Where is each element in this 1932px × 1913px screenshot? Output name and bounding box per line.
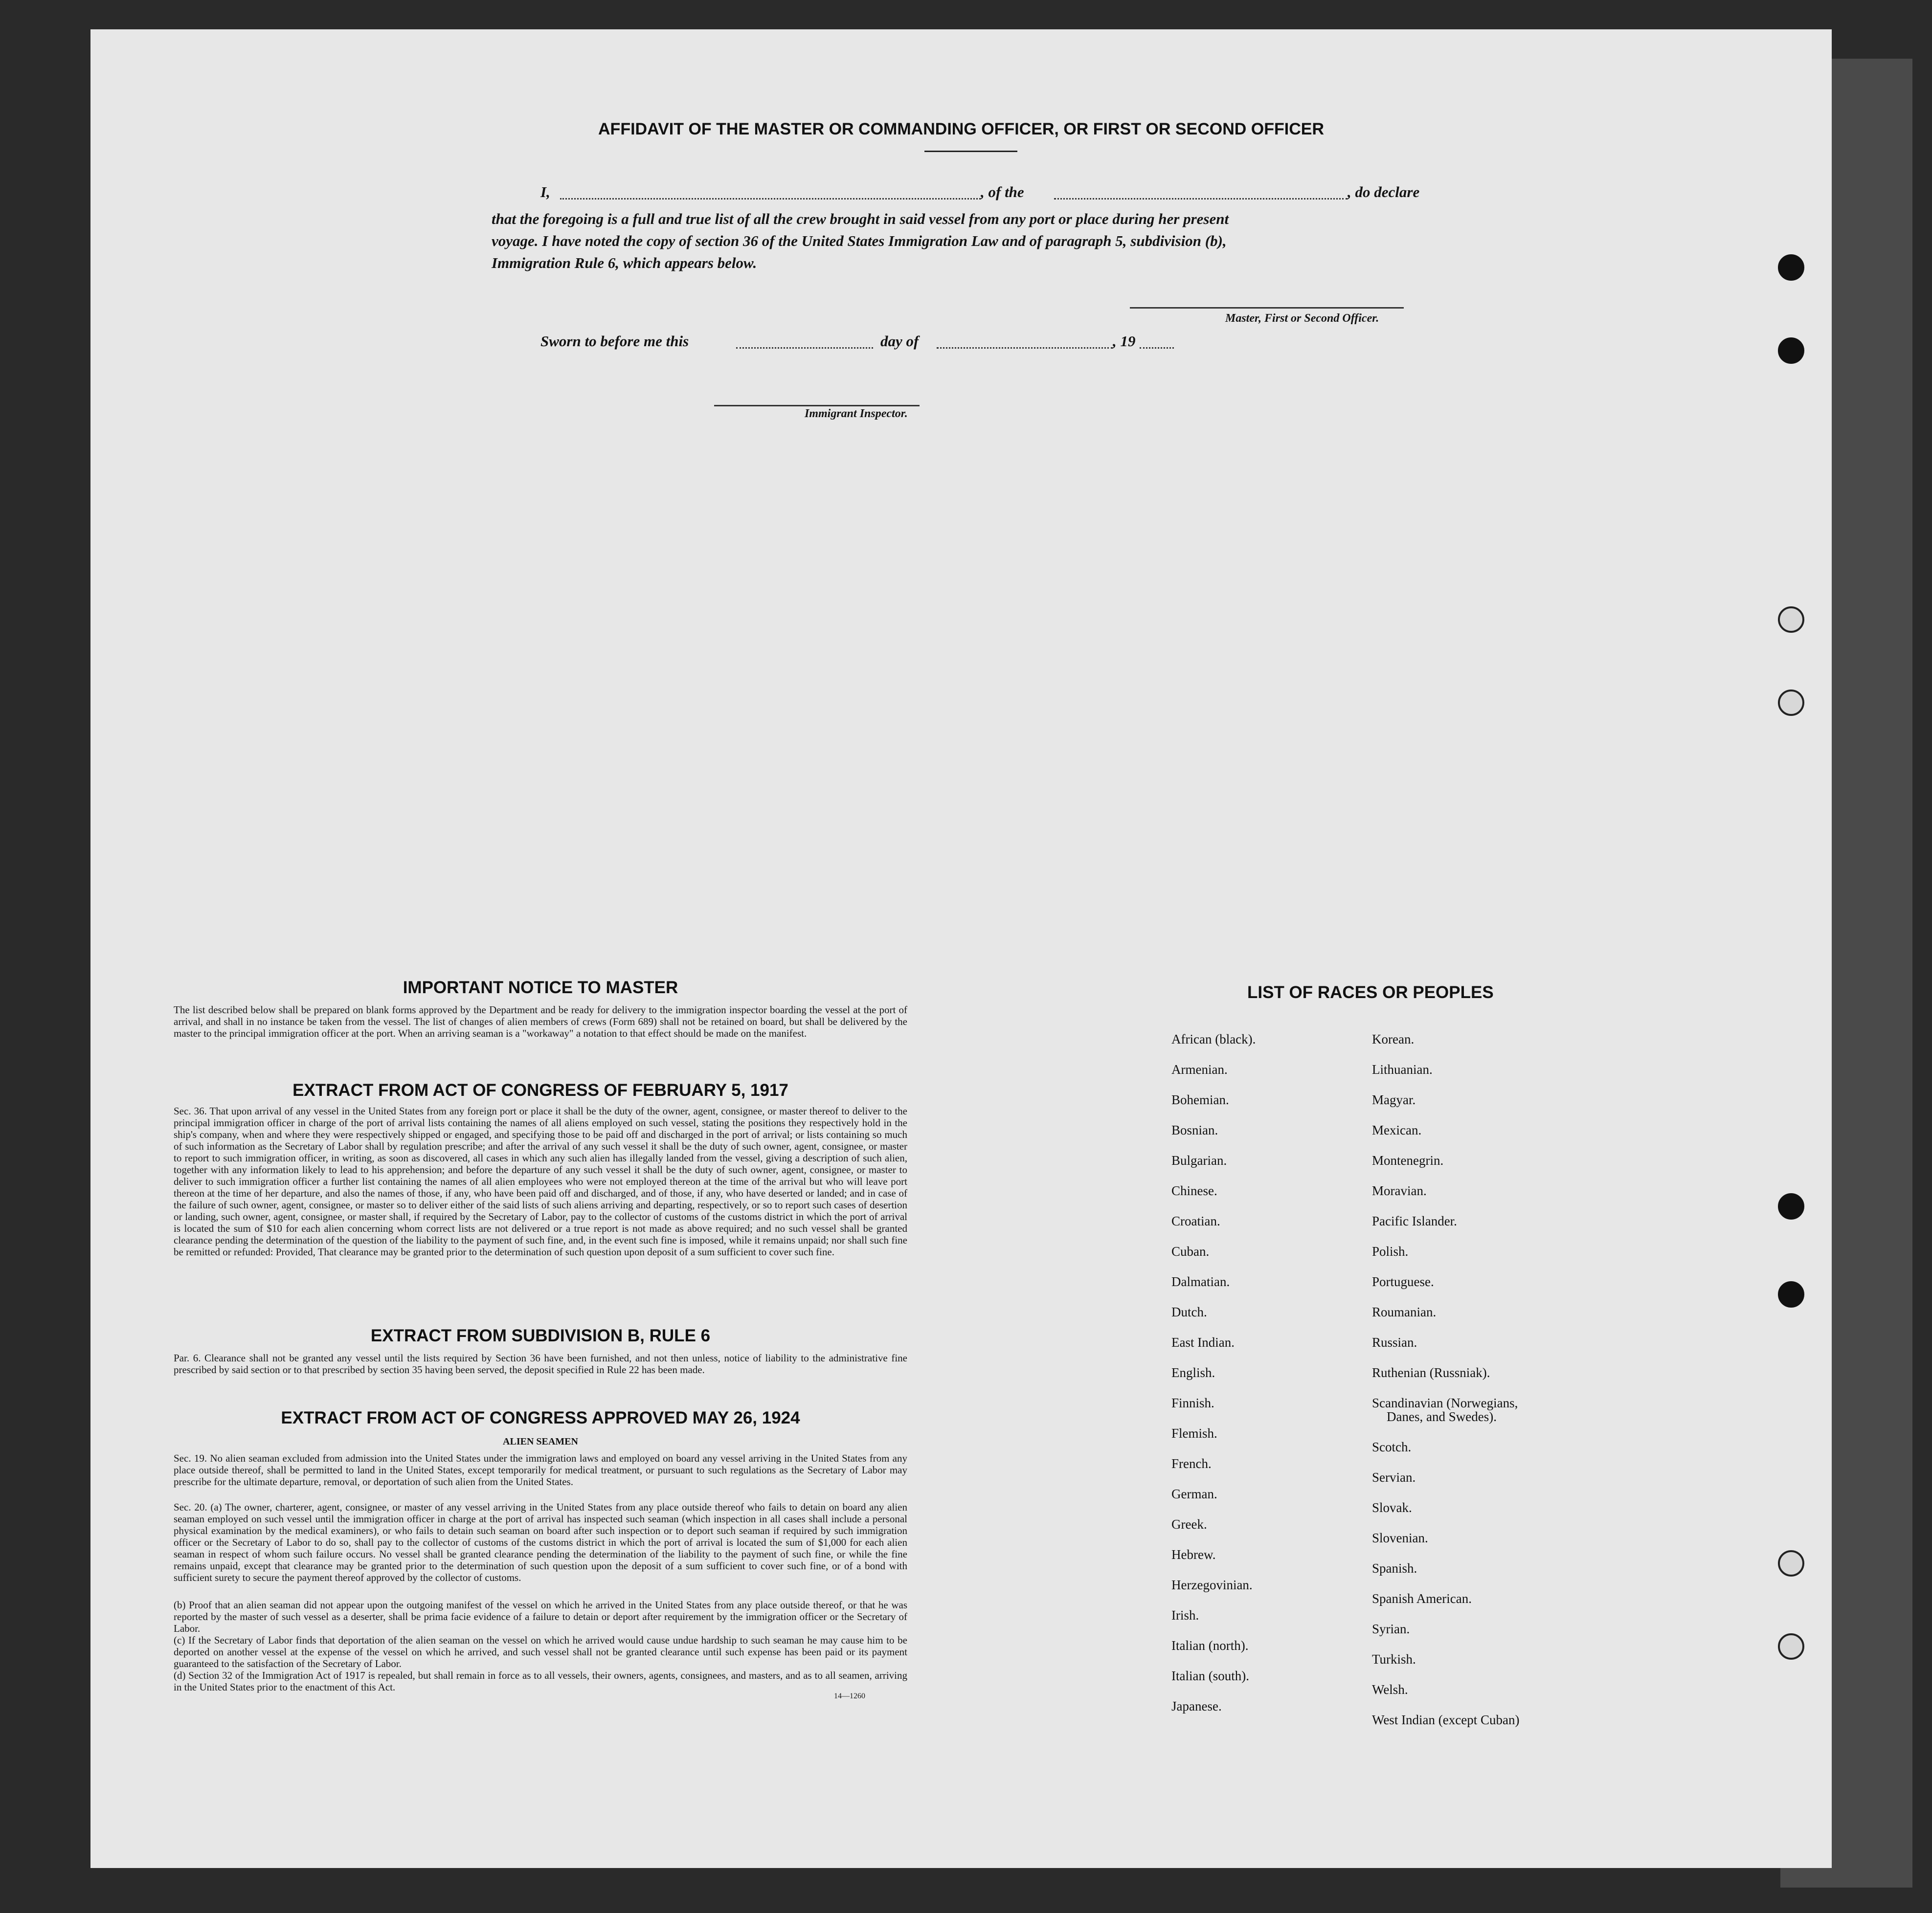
race-item: Dalmatian. [1171, 1274, 1230, 1289]
year-prefix: , 19 [1113, 333, 1136, 350]
race-item: Spanish. [1372, 1561, 1417, 1576]
race-item: Italian (south). [1171, 1668, 1249, 1683]
name-field-line[interactable] [560, 198, 981, 200]
race-item: Flemish. [1171, 1426, 1217, 1441]
affidavit-of-the: , of the [981, 183, 1024, 200]
form-number: 14—1260 [834, 1692, 865, 1700]
bleed-through-layer [90, 29, 1832, 1868]
extract-rule6-title: EXTRACT FROM SUBDIVISION B, RULE 6 [370, 1326, 711, 1345]
affidavit-title: AFFIDAVIT OF THE MASTER OR COMMANDING OFFICER, OR FIRST OR SECOND OFFICER [598, 120, 1324, 138]
sworn-month-line[interactable] [937, 347, 1113, 349]
sworn-text: Sworn to before me this [540, 333, 689, 350]
inspector-signature-line[interactable] [714, 405, 920, 406]
binder-hole-icon [1778, 1550, 1804, 1577]
affidavit-line-3: voyage. I have noted the copy of section 36 of the United States Immigration Law and of paragraph 5, subdivision (b), [492, 232, 1227, 249]
affidavit-declare: , do declare [1348, 183, 1420, 200]
race-item: Polish. [1372, 1244, 1409, 1259]
sec20d-text: (d) Section 32 of the Immigration Act of 1917 is repealed, but shall remain in force as to all vessels, their owners, agents, consignees, and masters, and as to all seamen, arriving in the United States prior to the enactment of this Act. [174, 1669, 907, 1693]
binder-hole-icon [1778, 337, 1804, 364]
race-item: Danes, and Swedes). [1387, 1409, 1497, 1424]
race-item: Turkish. [1372, 1652, 1416, 1667]
race-item: Italian (north). [1171, 1638, 1249, 1653]
extract-1924-title: EXTRACT FROM ACT OF CONGRESS APPROVED MAY 26, 1924 [281, 1408, 800, 1427]
race-item: Korean. [1372, 1032, 1415, 1046]
race-item: Hebrew. [1171, 1547, 1216, 1562]
race-item: Ruthenian (Russniak). [1372, 1365, 1490, 1380]
race-item: Dutch. [1171, 1305, 1207, 1319]
extract-rule6-text: Par. 6. Clearance shall not be granted any vessel until the lists required by Section 36 have been furnished, and not then unless, notice of liability to the administrative fine prescribed by said section or to that prescribed by section 35 having been served, the deposit specified in Rule 22 has been made. [174, 1352, 907, 1376]
race-item: Moravian. [1372, 1183, 1427, 1198]
rank-field-line[interactable] [1054, 198, 1348, 200]
binder-hole-icon [1778, 254, 1804, 281]
race-item: Welsh. [1372, 1682, 1408, 1697]
race-item: Scandinavian (Norwegians, [1372, 1396, 1518, 1410]
race-item: English. [1171, 1365, 1215, 1380]
document-page [90, 29, 1832, 1868]
race-item: African (black). [1171, 1032, 1256, 1046]
race-item: Chinese. [1171, 1183, 1217, 1198]
sec20b-text: (b) Proof that an alien seaman did not appear upon the outgoing manifest of the vessel on which he arrived in the United States from any place outside thereof, or that he was reported by the master of such vessel as a deserter, shall be prima facie evidence of a failure to detain or deport after requirement by the immigration officer or the Secretary of Labor. [174, 1599, 907, 1634]
affidavit-line-2: that the foregoing is a full and true list of all the crew brought in said vessel from any port or place during her present [492, 210, 1229, 227]
race-item: Bohemian. [1171, 1092, 1229, 1107]
race-item: Croatian. [1171, 1214, 1220, 1228]
race-item: Magyar. [1372, 1092, 1416, 1107]
race-item: Portuguese. [1372, 1274, 1434, 1289]
sworn-day-line[interactable] [736, 347, 873, 349]
race-item: Finnish. [1171, 1396, 1214, 1410]
title-underline [924, 151, 1017, 152]
race-item: Greek. [1171, 1517, 1207, 1532]
binder-hole-icon [1778, 690, 1804, 716]
race-item: East Indian. [1171, 1335, 1235, 1350]
race-item: German. [1171, 1487, 1217, 1501]
binder-hole-icon [1778, 606, 1804, 633]
race-item: Lithuanian. [1372, 1062, 1433, 1077]
day-of-label: day of [880, 333, 919, 350]
affidavit-line-1 [540, 183, 550, 201]
affidavit-line-4: Immigration Rule 6, which appears below. [492, 254, 757, 271]
extract-1917-title: EXTRACT FROM ACT OF CONGRESS OF FEBRUARY 5, 1917 [292, 1081, 788, 1100]
races-title: LIST OF RACES OR PEOPLES [1247, 983, 1494, 1002]
race-item: Servian. [1372, 1470, 1416, 1485]
extract-1917-text: Sec. 36. That upon arrival of any vessel in the United States from any foreign port or place it shall be the duty of the owner, agent, consignee, or master thereof to deliver to the principal immigration officer in charge of the port of arrival lists containing the names of all aliens employed on such vessel, stating the positions they respectively hold in the ship's company, when and where they were respectively shipped or engaged, and specifying those to be paid off and discharged in the port of arrival; or lists containing so much of such information as the Secretary of Labor shall by regulation prescribe; and after the arrival of any such vessel it shall be the duty of such owner, agent, consignee, or master to report to such immigration officer, in writing, as soon as discovered, all cases in which any such alien has illegally landed from the vessel, giving a description of such alien, together with any information likely to lead to his apprehension; and before the departure of any such vessel it shall be the duty of such owner, agent, consignee, or master to deliver to such immigration officer a further list containing the names of all alien employees who were not employed thereon at the time of the arrival but who will leave port thereon at the time of her departure, and also the names of those, if any, who have been paid off and discharged, and of those, if any, who have deserted or landed; and in case of the failure of such owner, agent, consignee, or master so to deliver either of the said lists of such aliens arriving and departing, respectively, or so to report such cases of desertion or landing, such owner, agent, consignee, or master shall, if required by the Secretary of Labor, pay to the collector of customs of the customs district in which the port of arrival is located the sum of $10 for each alien concerning whom correct lists are not delivered or a true report is not made as above required; and no such vessel shall be granted clearance pending the determination of the question of the liability to the payment of such fine, and, in the event such fine is imposed, while it remains unpaid; nor shall such fine be remitted or refunded: Provided, That clearance may be granted prior to the determination of such question upon deposit of a sum sufficient to cover such fine. [174, 1105, 907, 1258]
race-item: Herzegovinian. [1171, 1578, 1253, 1592]
race-item: Scotch. [1372, 1440, 1412, 1454]
race-item: West Indian (except Cuban) [1372, 1713, 1520, 1727]
race-item: Syrian. [1372, 1622, 1410, 1636]
master-label: Master, First or Second Officer. [1225, 312, 1379, 325]
alien-seamen-subtitle: ALIEN SEAMEN [503, 1436, 578, 1447]
binder-hole-icon [1778, 1633, 1804, 1660]
race-item: Montenegrin. [1372, 1153, 1444, 1168]
race-item: French. [1171, 1456, 1212, 1471]
sec20c-text: (c) If the Secretary of Labor finds that deportation of the alien seaman on the vessel on which he arrived would cause undue hardship to such seaman he may cause him to be deported on another vessel at the expense of the vessel on which he arrived, and such vessel shall not be granted clearance until such expense has been paid or its payment guaranteed to the satisfaction of the Secretary of Labor. [174, 1634, 907, 1669]
notice-title: IMPORTANT NOTICE TO MASTER [403, 978, 678, 997]
race-item: Spanish American. [1372, 1591, 1472, 1606]
race-item: Japanese. [1171, 1699, 1222, 1713]
inspector-label: Immigrant Inspector. [805, 407, 908, 420]
master-signature-line[interactable] [1130, 307, 1404, 309]
race-item: Bulgarian. [1171, 1153, 1227, 1168]
race-item: Armenian. [1171, 1062, 1228, 1077]
race-item: Slovenian. [1372, 1531, 1428, 1545]
race-item: Mexican. [1372, 1123, 1422, 1137]
sec19-text: Sec. 19. No alien seaman excluded from admission into the United States under the immigration laws and employed on board any vessel arriving in the United States from any place outside thereof, shall be permitted to land in the United States, except temporarily for medical treatment, or pursuant to such regulations as the Secretary of Labor may prescribe for the ultimate departure, removal, or deportation of such alien from the United States. [174, 1452, 907, 1488]
sec20a-text: Sec. 20. (a) The owner, charterer, agent, consignee, or master of any vessel arriving in the United States from any place outside thereof who fails to detain on board any alien seaman employed on such vessel until the immigration officer in charge at the port of arrival has inspected such seaman (which inspection in all cases shall include a personal physical examination by the medical examiners), or who fails to detain such seaman on board after such inspection or to deport such seaman if required by such immigration officer or the Secretary of Labor to do so, shall pay to the collector of customs of the customs district in which the port of arrival is located the sum of $1,000 for each alien seaman in respect of whom such failure occurs. No vessel shall be granted clearance pending the determination of the liability to the payment of such fine, or while the fine remains unpaid, except that clearance may be granted prior to the determination of such question upon the deposit of a sum sufficient to cover such fine, or of a bond with sufficient surety to secure the payment thereof approved by the collector of customs. [174, 1501, 907, 1583]
race-item: Russian. [1372, 1335, 1417, 1350]
affidavit-i: I, [540, 183, 550, 200]
race-item: Cuban. [1171, 1244, 1210, 1259]
binder-hole-icon [1778, 1193, 1804, 1220]
binder-hole-icon [1778, 1281, 1804, 1308]
sworn-year-line[interactable] [1140, 347, 1174, 349]
race-item: Pacific Islander. [1372, 1214, 1457, 1228]
race-item: Bosnian. [1171, 1123, 1218, 1137]
notice-text: The list described below shall be prepared on blank forms approved by the Department and be ready for delivery to the immigration inspector boarding the vessel at the port of arrival, and shall in no instance be taken from the vessel. The list of changes of alien members of crews (Form 689) shall not be retained on board, but shall be delivered by the master to the principal immigration officer at the port. When an arriving seaman is a "workaway" a notation to that effect should be made on the manifest. [174, 1004, 907, 1039]
race-item: Roumanian. [1372, 1305, 1437, 1319]
race-item: Irish. [1171, 1608, 1199, 1623]
race-item: Slovak. [1372, 1500, 1412, 1515]
